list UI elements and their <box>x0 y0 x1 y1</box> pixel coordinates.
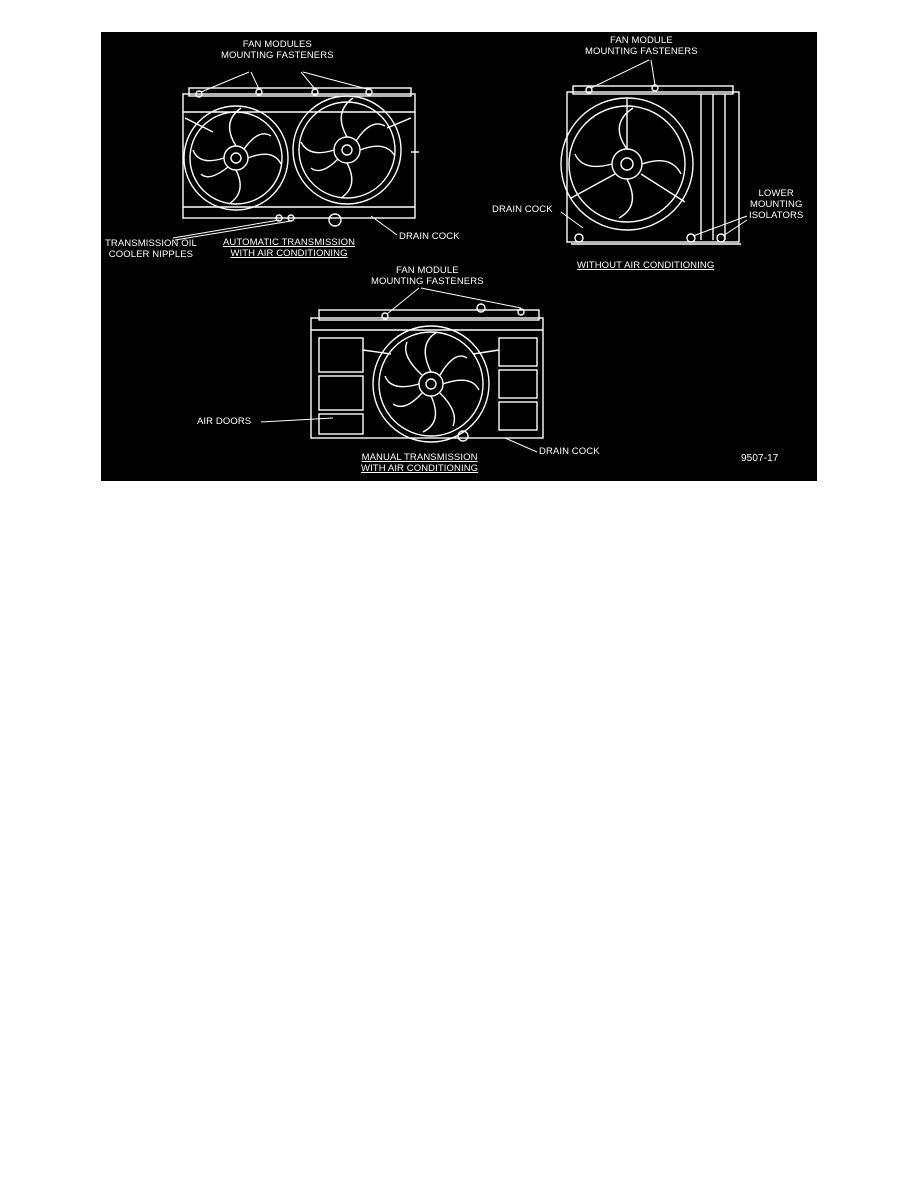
figure-id: 9507-17 <box>741 453 779 464</box>
transmission-oil-cooler-nipples-label: TRANSMISSION OIL COOLER NIPPLES <box>105 238 197 260</box>
fan-modules-mounting-fasteners-label: FAN MODULES MOUNTING FASTENERS <box>221 39 334 61</box>
automatic-transmission-caption: AUTOMATIC TRANSMISSION WITH AIR CONDITIONING <box>223 237 356 259</box>
automatic-drain-cock-label: DRAIN COCK <box>399 231 460 242</box>
manual-radiator-illustration <box>311 304 543 442</box>
air-doors-label: AIR DOORS <box>197 416 252 427</box>
automatic-radiator-illustration <box>183 88 419 226</box>
lower-mounting-isolators-label: LOWER MOUNTING ISOLATORS <box>749 188 804 221</box>
automatic-callout-lines <box>173 72 397 240</box>
without-air-conditioning-caption: WITHOUT AIR CONDITIONING <box>577 260 715 271</box>
radiator-fan-diagram <box>101 32 817 481</box>
fan-module-mounting-fasteners-label-no-ac: FAN MODULE MOUNTING FASTENERS <box>585 35 698 57</box>
without-ac-drain-cock-label: DRAIN COCK <box>492 204 553 215</box>
manual-drain-cock-label: DRAIN COCK <box>539 446 600 457</box>
diagram-artwork <box>101 32 817 481</box>
without-ac-radiator-illustration <box>561 85 741 244</box>
manual-transmission-caption: MANUAL TRANSMISSION WITH AIR CONDITIONING <box>361 452 479 474</box>
fan-module-mounting-fasteners-label-manual: FAN MODULE MOUNTING FASTENERS <box>371 265 484 287</box>
manual-callout-lines <box>261 288 537 452</box>
